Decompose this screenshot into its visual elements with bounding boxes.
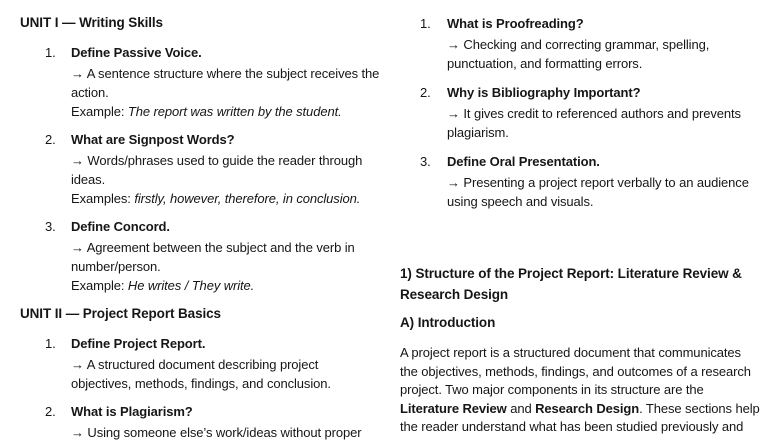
paragraph-line	[400, 381, 776, 400]
qa-question: Define Passive Voice.	[71, 45, 202, 60]
qa-answer-line	[71, 276, 388, 295]
qa-answer-line	[71, 151, 388, 170]
qa-answer-line	[71, 83, 388, 102]
qa-number: 1.	[45, 45, 56, 60]
qa-question: What are Signpost Words?	[71, 132, 235, 147]
qa-answer-line	[71, 189, 388, 208]
qa-question: Define Concord.	[71, 219, 170, 234]
text-segment: punctuation, and formatting errors.	[447, 56, 643, 71]
qa-answer-line	[447, 54, 776, 73]
qa-item	[400, 152, 776, 211]
text-segment: A project report is a structured document that communicates	[400, 345, 741, 360]
unit-heading: UNIT I — Writing Skills	[20, 15, 163, 30]
qa-answer-line	[447, 104, 776, 123]
qa-answer-line	[71, 102, 388, 121]
text-segment: the objectives, methods, findings, and outcomes of a research	[400, 363, 751, 379]
text-segment: → It gives credit to referenced authors and prevents	[447, 106, 741, 121]
right-column	[400, 14, 776, 437]
text-segment: He writes / They write.	[127, 278, 255, 293]
paragraph-line	[400, 344, 776, 363]
qa-number: 2.	[45, 132, 56, 147]
qa-item	[20, 130, 388, 208]
text-segment: → A structured document describing project	[71, 357, 319, 372]
qa-answer-line	[71, 374, 388, 393]
text-segment: → Agreement between the subject and the verb in	[71, 240, 355, 255]
paragraph-line	[400, 400, 776, 419]
text-segment: plagiarism.	[447, 125, 509, 140]
text-segment: objectives, methods, findings, and conclusion.	[71, 376, 331, 391]
qa-number: 2.	[420, 85, 431, 100]
section-heading-line: Research Design	[400, 287, 509, 302]
qa-answer	[447, 35, 776, 73]
qa-answer	[71, 151, 388, 208]
text-segment: Research Design	[535, 400, 640, 416]
qa-number: 3.	[420, 154, 431, 169]
text-segment: Literature Review	[400, 400, 507, 416]
text-segment: firstly, however, therefore, in conclusion.	[134, 191, 361, 206]
text-segment: → A sentence structure where the subject receives the	[71, 66, 380, 81]
qa-question: Why is Bibliography Important?	[447, 85, 641, 100]
qa-item	[20, 217, 388, 295]
qa-answer-line	[71, 257, 388, 276]
unit-section	[20, 13, 388, 295]
qa-question: What is Proofreading?	[447, 16, 584, 31]
qa-answer-line	[71, 423, 388, 441]
text-segment: → Checking and correcting grammar, spelling,	[447, 37, 710, 52]
text-segment: → Presenting a project report verbally to an audience	[447, 175, 749, 190]
paragraph-line	[400, 418, 776, 437]
paragraph-line	[400, 363, 776, 382]
qa-item	[400, 14, 776, 73]
qa-answer	[71, 238, 388, 295]
qa-answer	[447, 104, 776, 142]
text-segment: action.	[71, 85, 109, 100]
qa-answer-line	[447, 123, 776, 142]
text-segment: → Words/phrases used to guide the reader through	[71, 153, 363, 168]
qa-answer-line	[71, 64, 388, 83]
qa-answer	[71, 64, 388, 121]
intro-paragraph	[400, 344, 776, 437]
text-segment: . These sections help	[639, 400, 760, 416]
text-segment: Example:	[71, 104, 128, 119]
unit-section	[20, 304, 388, 441]
qa-answer-line	[447, 173, 776, 192]
qa-answer-line	[447, 192, 776, 211]
qa-item	[20, 402, 388, 441]
qa-answer	[71, 423, 388, 441]
left-column	[20, 13, 388, 441]
section-block	[400, 263, 776, 437]
text-segment: the reader understand what has been studied previously and	[400, 419, 744, 434]
section-subheading: A) Introduction	[400, 315, 496, 330]
qa-item	[20, 43, 388, 121]
qa-item	[20, 334, 388, 393]
qa-item	[400, 83, 776, 142]
text-segment: The report was written by the student.	[127, 104, 342, 119]
qa-answer	[447, 173, 776, 211]
text-segment: number/person.	[71, 259, 161, 274]
qa-answer-line	[71, 170, 388, 189]
qa-number: 2.	[45, 404, 56, 419]
qa-answer-line	[71, 238, 388, 257]
text-segment: Examples:	[71, 191, 135, 206]
text-segment: project. Two major components in its structure are the	[400, 382, 704, 397]
qa-answer-line	[447, 35, 776, 54]
text-segment: Example:	[71, 278, 128, 293]
text-segment: ideas.	[71, 172, 106, 187]
qa-question: What is Plagiarism?	[71, 404, 193, 419]
qa-number: 1.	[420, 16, 431, 31]
qa-number: 1.	[45, 336, 56, 351]
text-segment: → Using someone else’s work/ideas without proper	[71, 425, 362, 440]
section-heading-line: 1) Structure of the Project Report: Literature Review &	[400, 266, 742, 281]
text-segment: and	[506, 400, 536, 416]
qa-answer	[71, 355, 388, 393]
unit-heading: UNIT II — Project Report Basics	[20, 306, 221, 321]
qa-answer-line	[71, 355, 388, 374]
text-segment: using speech and visuals.	[447, 194, 594, 209]
qa-question: Define Project Report.	[71, 336, 206, 351]
qa-number: 3.	[45, 219, 56, 234]
qa-question: Define Oral Presentation.	[447, 154, 600, 169]
